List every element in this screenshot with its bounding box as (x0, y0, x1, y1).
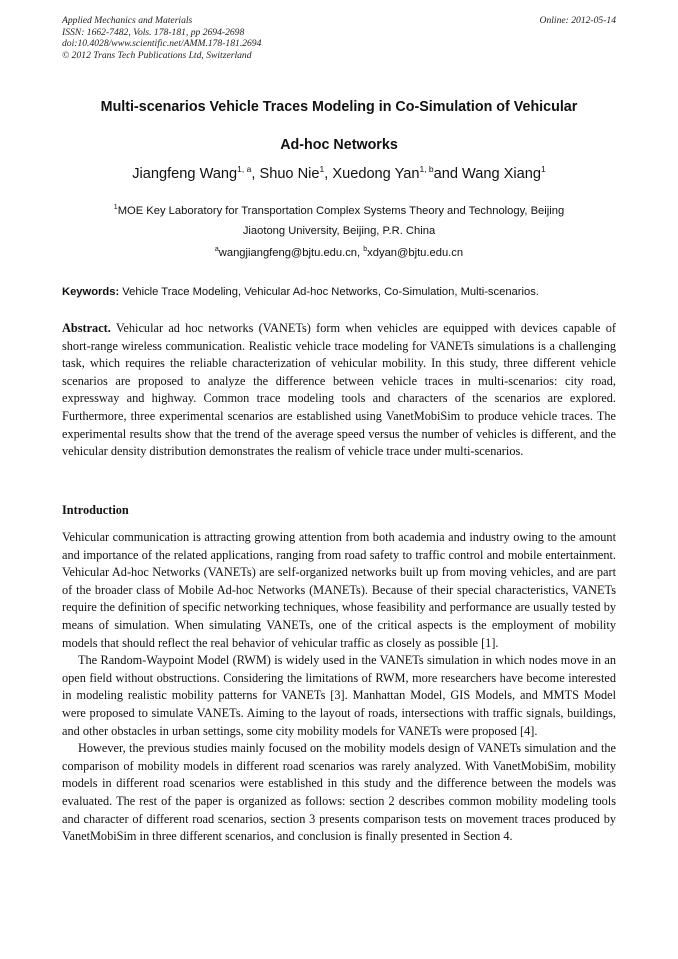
keywords-text: Vehicle Trace Modeling, Vehicular Ad-hoc Networks, Co-Simulation, Multi-scenarios. (119, 286, 539, 298)
doi-line: doi:10.4028/www.scientific.net/AMM.178-181.2694 (62, 38, 262, 50)
affiliation-mark: 1 (113, 204, 118, 211)
journal-name: Applied Mechanics and Materials (62, 15, 193, 26)
author-affil-mark: 1, a (237, 164, 252, 174)
paper-title (62, 88, 616, 164)
paragraph: Vehicular communication is attracting growing attention from both academia and industry owing to the amount and importance of the related applications, ranging from road safety to traffic control and mobile entertainment. Vehicular Ad-hoc Networks (VANETs) are self-organized networks built up from moving vehicles, and are part of the broader class of Mobile Ad-hoc Networks (MANETs). Because of their special characteristics, VANETs require the definition of specific networking techniques, whose feasibility and performance are usually tested by means of simulation. When simulating VANETs, one of the critical aspects is the employment of mobility models that should reflect the real behavior of vehicular traffic as closely as possible [1]. (62, 530, 616, 650)
title-line-1: Multi-scenarios Vehicle Traces Modeling in Co-Simulation of Vehicular (100, 99, 578, 115)
keywords-label: Keywords: (62, 286, 120, 298)
email-separator: , (357, 247, 364, 259)
abstract-text: Vehicular ad hoc networks (VANETs) form when vehicles are equipped with devices capable of short-range wireless communication. Realistic vehicle trace modeling for VANETs simulations is a challenging task, which requires the reliable characterization of vehicular mobility. In this study, three different vehicle scenarios are proposed to analyze the difference between vehicle traces in multi-scenarios: city road, expressway and highway. Common trace modeling tools and characters of the scenarios are explored. Furthermore, three experimental scenarios are established using VanetMobiSim to produce vehicle traces. The experimental results show that the trend of the average speed versus the number of vehicles is different, and the vehicular density distribution demonstrates the realism of vehicle trace under multi-scenarios. (62, 321, 616, 459)
author-name: Shuo Nie (259, 166, 320, 182)
abstract (62, 320, 616, 461)
abstract-label: Abstract. (62, 321, 111, 335)
author-affil-mark: 1 (541, 164, 546, 174)
author-name: and Wang Xiang (433, 166, 542, 182)
affiliation-line-1: MOE Key Laboratory for Transportation Complex Systems Theory and Technology, Beijing (117, 205, 565, 217)
author-separator: , (251, 166, 260, 182)
author-affil-mark: 1, b (419, 164, 434, 174)
title-line-2: Ad-hoc Networks (280, 137, 398, 153)
email-mark: b (363, 246, 368, 253)
author-separator: , (324, 166, 333, 182)
affiliation (62, 201, 616, 241)
introduction-body (62, 529, 616, 846)
author-list (62, 164, 616, 184)
keywords (62, 283, 622, 301)
author-name: Xuedong Yan (332, 166, 420, 182)
author-name: Jiangfeng Wang (132, 166, 238, 182)
email-mark: a (214, 246, 219, 253)
online-date: Online: 2012-05-14 (539, 15, 616, 26)
section-heading-introduction: Introduction (62, 503, 129, 517)
email-link[interactable]: xdyan@bjtu.edu.cn (367, 247, 464, 259)
email-link[interactable]: wangjiangfeng@bjtu.edu.cn (218, 247, 358, 259)
paragraph: However, the previous studies mainly focused on the mobility models design of VANETs simulation and the comparison of mobility models in different road scenarios was rarely analyzed. With VanetMobiSim, mobility models in different road scenarios were established in this study and the difference between the models was evaluated. The rest of the paper is organized as follows: section 2 describes common mobility modeling tools and character of different road scenarios, section 3 presents comparison tests on movement traces produced by VanetMobiSim in three different scenarios, and conclusion is finally presented in Section 4. (62, 741, 616, 844)
copyright-line: © 2012 Trans Tech Publications Ltd, Switzerland (62, 49, 252, 61)
issn-line: ISSN: 1662-7482, Vols. 178-181, pp 2694-2698 (62, 26, 245, 38)
author-emails (62, 243, 616, 263)
affiliation-line-2: Jiaotong University, Beijing, P.R. China (242, 225, 436, 237)
journal-header (62, 15, 616, 61)
paragraph: The Random-Waypoint Model (RWM) is widely used in the VANETs simulation in which nodes move in an open field without obstructions. Considering the limitations of RWM, more researchers have become interested in modeling realistic mobility patterns for VANETs [3]. Manhattan Model, GIS Models, and MMTS Model were proposed to simulate VANETs. Aiming to the layout of roads, intersections with traffic signals, buildings, and other obstacles in urban settings, some city mobility models for VANETs were proposed [4]. (62, 653, 616, 738)
author-affil-mark: 1 (319, 164, 325, 174)
